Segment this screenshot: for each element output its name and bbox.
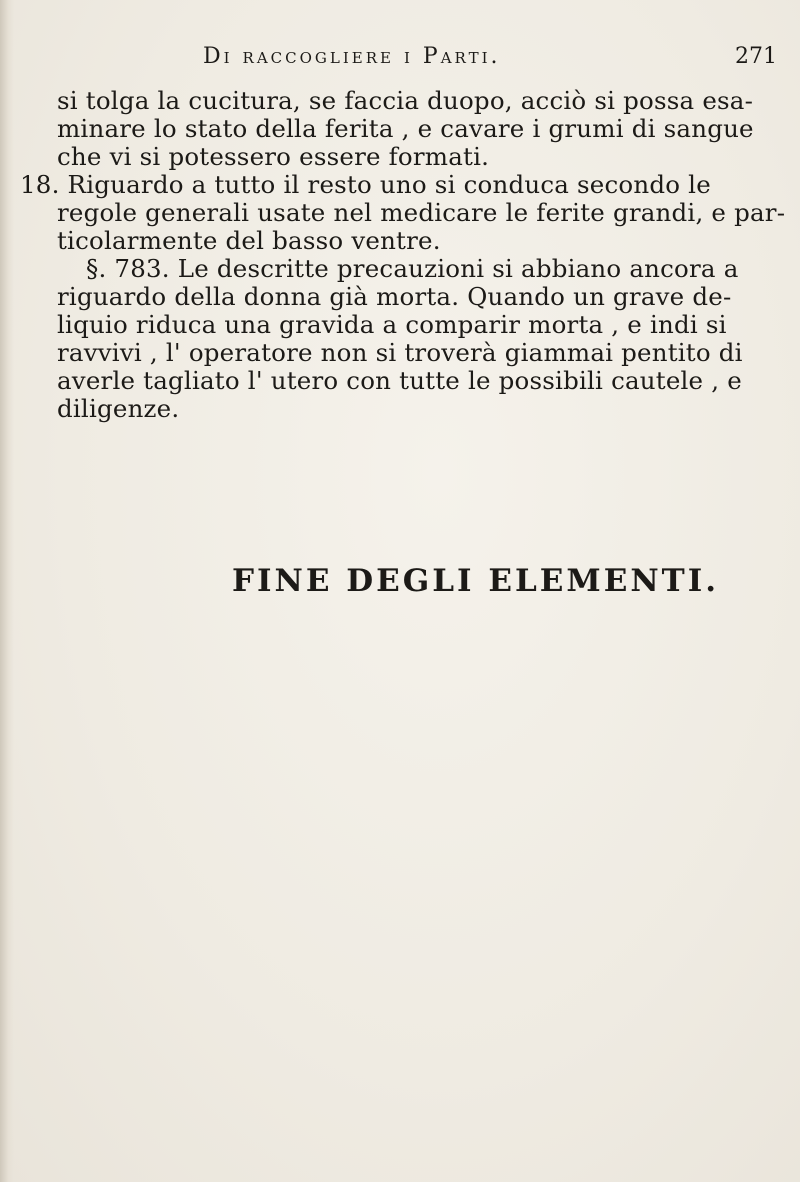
text-line: averle tagliato l' utero con tutte le possibili cautele , e [57, 366, 742, 395]
text-line: ravvivi , l' operatore non si troverà giammai pentito di [57, 338, 743, 367]
text-line: diligenze. [57, 394, 180, 423]
text-line: ticolarmente del basso ventre. [57, 226, 441, 255]
text-line: liquio riduca una gravida a comparir morta , e indi si [57, 310, 727, 339]
running-head [203, 44, 777, 78]
text-line: regole generali usate nel medicare le ferite grandi, e par- [57, 198, 786, 227]
text-line: 18. Riguardo a tutto il resto uno si conduca secondo le [20, 170, 711, 199]
closing-heading: FINE DEGLI ELEMENTI. [232, 563, 720, 599]
page-spine-shadow [0, 0, 14, 1182]
running-head-title: Di raccogliere i Parti. [203, 44, 501, 69]
text-line: riguardo della donna già morta. Quando un grave de- [57, 282, 732, 311]
text-line: §. 783. Le descritte precauzioni si abbiano ancora a [86, 254, 739, 283]
text-line: minare lo stato della ferita , e cavare i grumi di sangue [57, 114, 754, 143]
text-line: si tolga la cucitura, se faccia duopo, acciò si possa esa- [57, 86, 754, 115]
page-number: 271 [735, 44, 777, 69]
text-line: che vi si potessero essere formati. [57, 142, 490, 171]
